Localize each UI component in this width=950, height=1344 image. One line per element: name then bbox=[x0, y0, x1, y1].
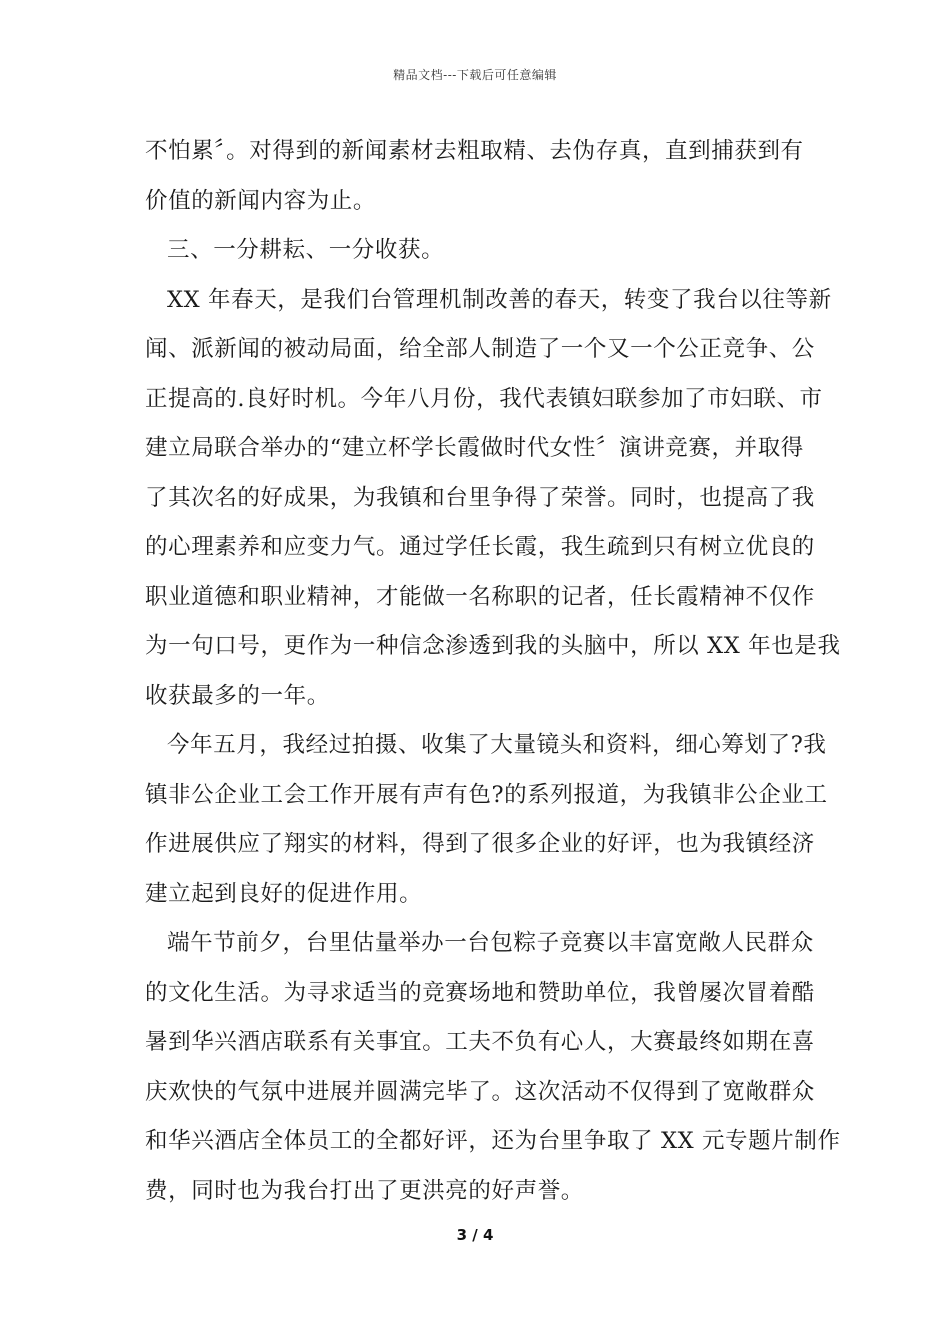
text-line: 端午节前夕，台里估量举办一台包粽子竞赛以丰富宽敞人民群众 bbox=[167, 930, 814, 956]
text-line: 暑到华兴酒店联系有关事宜。工夫不负有心人，大赛最终如期在喜 bbox=[145, 1029, 815, 1055]
text-line: 庆欢快的气氛中进展并圆满完毕了。这次活动不仅得到了宽敞群众 bbox=[145, 1078, 815, 1105]
text-line: 的心理素养和应变力气。通过学任长霞，我生疏到只有树立优良的 bbox=[145, 534, 815, 560]
text-line: 职业道德和职业精神，才能做一名称职的记者，任长霞精神不仅作 bbox=[145, 583, 815, 610]
text-line: 正提高的.良好时机。今年八月份，我代表镇妇联参加了市妇联、市 bbox=[145, 385, 823, 412]
text-line: 建立局联合举办的“建立杯学长霞做时代女性〞演讲竞赛，并取得 bbox=[145, 435, 804, 461]
page-header: 精品文档---下载后可任意编辑 bbox=[393, 68, 557, 82]
text-line: 的文化生活。为寻求适当的竞赛场地和赞助单位，我曾屡次冒着酷 bbox=[145, 979, 815, 1006]
body-text bbox=[145, 127, 841, 1216]
text-line: 闻、派新闻的被动局面，给全部人制造了一个又一个公正竞争、公 bbox=[145, 336, 815, 362]
section-heading: 三、一分耕耘、一分收获。 bbox=[167, 237, 445, 263]
text-line: 今年五月，我经过拍摄、收集了大量镜头和资料，细心筹划了?我 bbox=[167, 732, 827, 758]
text-line: 为一句口号，更作为一种信念渗透到我的头脑中，所以 XX 年也是我 bbox=[145, 633, 841, 659]
text-line: 不怕累〞。对得到的新闻素材去粗取精、去伪存真，直到捕获到有 bbox=[145, 138, 804, 164]
text-line: 收获最多的一年。 bbox=[145, 682, 330, 709]
text-line: 费，同时也为我台打出了更洪亮的好声誉。 bbox=[145, 1177, 584, 1204]
text-line: 和华兴酒店全体员工的全都好评，还为台里争取了 XX 元专题片制作 bbox=[145, 1128, 841, 1154]
text-line: 作进展供应了翔实的材料，得到了很多企业的好评，也为我镇经济 bbox=[145, 831, 815, 857]
page-number: 3 / 4 bbox=[456, 1226, 494, 1244]
text-line: 镇非公企业工会工作开展有声有色?的系列报道，为我镇非公企业工 bbox=[145, 781, 828, 808]
text-line: XX 年春天，是我们台管理机制改善的春天，转变了我台以往等新 bbox=[167, 286, 832, 313]
text-line: 了其次名的好成果，为我镇和台里争得了荣誉。同时，也提高了我 bbox=[145, 484, 815, 511]
text-line: 价值的新闻内容为止。 bbox=[145, 187, 377, 214]
text-line: 建立起到良好的促进作用。 bbox=[145, 880, 423, 907]
